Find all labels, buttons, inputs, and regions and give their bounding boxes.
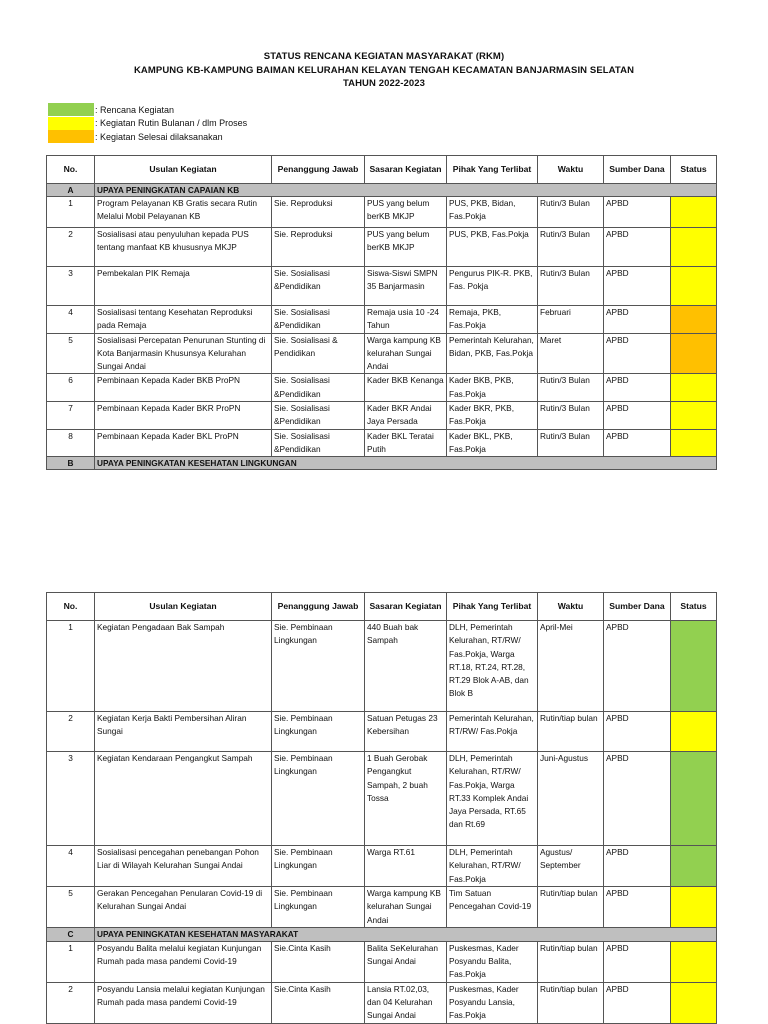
row-pihak-terlibat: Puskesmas, Kader Posyandu Lansia, Fas.Pokja <box>447 982 538 1023</box>
row-pihak-terlibat: Remaja, PKB, Fas.Pokja <box>447 306 538 334</box>
table-row <box>47 621 717 712</box>
row-penanggung-jawab: Sie. Reproduksi <box>272 197 365 228</box>
row-no: 2 <box>47 228 95 267</box>
col-header-status: Status <box>671 593 717 621</box>
row-sasaran: 440 Buah bak Sampah <box>365 621 447 712</box>
row-waktu: Rutin/3 Bulan <box>538 374 604 402</box>
col-header-waktu: Waktu <box>538 593 604 621</box>
row-sasaran: PUS yang belum berKB MKJP <box>365 197 447 228</box>
row-sumber-dana: APBD <box>604 621 671 712</box>
row-pihak-terlibat: Kader BKR, PKB, Fas.Pokja <box>447 402 538 430</box>
row-penanggung-jawab: Sie. Sosialisasi &Pendidikan <box>272 306 365 334</box>
row-waktu: Rutin/tiap bulan <box>538 982 604 1023</box>
row-sumber-dana: APBD <box>604 197 671 228</box>
row-waktu: Rutin/tiap bulan <box>538 941 604 982</box>
table-header-row <box>47 156 717 184</box>
row-sasaran: Warga kampung KB kelurahan Sungai Andai <box>365 887 447 928</box>
col-header-kegiatan: Usulan Kegiatan <box>95 593 272 621</box>
row-penanggung-jawab: Sie. Pembinaan Lingkungan <box>272 887 365 928</box>
legend-item <box>48 130 247 144</box>
row-waktu: April-Mei <box>538 621 604 712</box>
row-sumber-dana: APBD <box>604 374 671 402</box>
row-sumber-dana: APBD <box>604 712 671 752</box>
row-sumber-dana: APBD <box>604 429 671 457</box>
row-no: 4 <box>47 306 95 334</box>
col-header-pj: Penanggung Jawab <box>272 156 365 184</box>
row-sumber-dana: APBD <box>604 402 671 430</box>
row-penanggung-jawab: Sie. Pembinaan Lingkungan <box>272 712 365 752</box>
row-kegiatan: Sosialisasi tentang Kesehatan Reproduksi pada Remaja <box>95 306 272 334</box>
row-no: 2 <box>47 712 95 752</box>
section-code: A <box>47 184 95 197</box>
col-header-status: Status <box>671 156 717 184</box>
table-row <box>47 429 717 457</box>
row-kegiatan: Sosialisasi atau penyuluhan kepada PUS tentang manfaat KB khususnya MKJP <box>95 228 272 267</box>
section-title: UPAYA PENINGKATAN CAPAIAN KB <box>95 184 717 197</box>
row-sumber-dana: APBD <box>604 267 671 306</box>
row-no: 4 <box>47 846 95 887</box>
row-penanggung-jawab: Sie. Pembinaan Lingkungan <box>272 752 365 846</box>
section-row <box>47 457 717 470</box>
legend-label: : Rencana Kegiatan <box>95 104 175 115</box>
row-kegiatan: Program Pelayanan KB Gratis secara Rutin Melalui Mobil Pelayanan KB <box>95 197 272 228</box>
row-sasaran: Kader BKL Teratai Putih <box>365 429 447 457</box>
row-pihak-terlibat: PUS, PKB, Bidan, Fas.Pokja <box>447 197 538 228</box>
legend-label: : Kegiatan Selesai dilaksanakan <box>95 131 223 142</box>
row-penanggung-jawab: Sie. Sosialisasi &Pendidikan <box>272 267 365 306</box>
row-kegiatan: Kegiatan Pengadaan Bak Sampah <box>95 621 272 712</box>
legend-swatch-yellow <box>48 117 94 130</box>
row-waktu: Februari <box>538 306 604 334</box>
col-header-waktu: Waktu <box>538 156 604 184</box>
table-row <box>47 402 717 430</box>
row-penanggung-jawab: Sie. Reproduksi <box>272 228 365 267</box>
status-cell <box>671 982 717 1023</box>
status-cell <box>671 887 717 928</box>
status-cell <box>671 712 717 752</box>
row-kegiatan: Gerakan Pencegahan Penularan Covid-19 di Kelurahan Sungai Andai <box>95 887 272 928</box>
status-cell <box>671 306 717 334</box>
section-title: UPAYA PENINGKATAN KESEHATAN MASYARAKAT <box>95 927 717 941</box>
legend-label: : Kegiatan Rutin Bulanan / dlm Proses <box>95 118 248 129</box>
row-sasaran: PUS yang belum berKB MKJP <box>365 228 447 267</box>
table-row <box>47 333 717 374</box>
table-row <box>47 712 717 752</box>
table-row <box>47 267 717 306</box>
row-sasaran: Warga kampung KB kelurahan Sungai Andai <box>365 333 447 374</box>
row-waktu: Juni-Agustus <box>538 752 604 846</box>
row-kegiatan: Posyandu Balita melalui kegiatan Kunjungan Rumah pada masa pandemi Covid-19 <box>95 941 272 982</box>
status-cell <box>671 402 717 430</box>
row-no: 1 <box>47 621 95 712</box>
row-penanggung-jawab: Sie.Cinta Kasih <box>272 982 365 1023</box>
row-waktu: Rutin/3 Bulan <box>538 197 604 228</box>
row-kegiatan: Pembinaan Kepada Kader BKL ProPN <box>95 429 272 457</box>
status-cell <box>671 846 717 887</box>
row-penanggung-jawab: Sie.Cinta Kasih <box>272 941 365 982</box>
status-cell <box>671 267 717 306</box>
row-no: 8 <box>47 429 95 457</box>
status-cell <box>671 374 717 402</box>
document-title: STATUS RENCANA KEGIATAN MASYARAKAT (RKM) <box>263 51 505 62</box>
row-kegiatan: Pembinaan Kepada Kader BKR ProPN <box>95 402 272 430</box>
row-waktu: Rutin/tiap bulan <box>538 712 604 752</box>
row-no: 1 <box>47 941 95 982</box>
row-sasaran: Warga RT.61 <box>365 846 447 887</box>
table-row <box>47 306 717 334</box>
row-pihak-terlibat: DLH, Pemerintah Kelurahan, RT/RW/ Fas.Pokja, Warga RT.33 Komplek Andai Jaya Persada, RT.65 dan Rt.69 <box>447 752 538 846</box>
row-sasaran: Lansia RT.02,03, dan 04 Kelurahan Sungai Andai <box>365 982 447 1023</box>
row-kegiatan: Sosialisasi pencegahan penebangan Pohon Liar di Wilayah Kelurahan Sungai Andai <box>95 846 272 887</box>
row-sasaran: Siswa-Siswi SMPN 35 Banjarmasin <box>365 267 447 306</box>
row-penanggung-jawab: Sie. Pembinaan Lingkungan <box>272 846 365 887</box>
row-pihak-terlibat: DLH, Pemerintah Kelurahan, RT/RW/ Fas.Pokja, Warga RT.18, RT.24, RT.28, RT.29 Blok A-AB, dan Blok B <box>447 621 538 712</box>
table-row <box>47 941 717 982</box>
rkm-table-page1 <box>46 155 717 470</box>
row-sasaran: 1 Buah Gerobak Pengangkut Sampah, 2 buah Tossa <box>365 752 447 846</box>
table-row <box>47 374 717 402</box>
section-title: UPAYA PENINGKATAN KESEHATAN LINGKUNGAN <box>95 457 717 470</box>
section-row <box>47 927 717 941</box>
row-sumber-dana: APBD <box>604 887 671 928</box>
row-sasaran: Remaja usia 10 -24 Tahun <box>365 306 447 334</box>
row-sumber-dana: APBD <box>604 306 671 334</box>
row-waktu: Rutin/3 Bulan <box>538 267 604 306</box>
row-pihak-terlibat: Tim Satuan Pencegahan Covid-19 <box>447 887 538 928</box>
section-row <box>47 184 717 197</box>
col-header-dana: Sumber Dana <box>604 593 671 621</box>
row-no: 7 <box>47 402 95 430</box>
row-sumber-dana: APBD <box>604 982 671 1023</box>
status-cell <box>671 429 717 457</box>
row-sumber-dana: APBD <box>604 752 671 846</box>
row-sasaran: Kader BKB Kenanga <box>365 374 447 402</box>
row-waktu: Rutin/3 Bulan <box>538 429 604 457</box>
row-kegiatan: Posyandu Lansia melalui kegiatan Kunjungan Rumah pada masa pandemi Covid-19 <box>95 982 272 1023</box>
table-row <box>47 846 717 887</box>
row-pihak-terlibat: Puskesmas, Kader Posyandu Balita, Fas.Pokja <box>447 941 538 982</box>
row-kegiatan: Kegiatan Kerja Bakti Pembersihan Aliran Sungai <box>95 712 272 752</box>
row-kegiatan: Pembinaan Kepada Kader BKB ProPN <box>95 374 272 402</box>
row-waktu: Agustus/ September <box>538 846 604 887</box>
table-row <box>47 887 717 928</box>
row-penanggung-jawab: Sie. Pembinaan Lingkungan <box>272 621 365 712</box>
row-sasaran: Kader BKR Andai Jaya Persada <box>365 402 447 430</box>
row-sasaran: Balita SeKelurahan Sungai Andai <box>365 941 447 982</box>
row-no: 3 <box>47 267 95 306</box>
col-header-sasaran: Sasaran Kegiatan <box>365 156 447 184</box>
col-header-no: No. <box>47 156 95 184</box>
status-cell <box>671 197 717 228</box>
row-pihak-terlibat: Pengurus PIK-R. PKB, Fas. Pokja <box>447 267 538 306</box>
status-cell <box>671 752 717 846</box>
row-kegiatan: Kegiatan Kendaraan Pengangkut Sampah <box>95 752 272 846</box>
row-penanggung-jawab: Sie. Sosialisasi &Pendidikan <box>272 374 365 402</box>
row-no: 6 <box>47 374 95 402</box>
col-header-sasaran: Sasaran Kegiatan <box>365 593 447 621</box>
row-pihak-terlibat: DLH, Pemerintah Kelurahan, RT/RW/ Fas.Pokja <box>447 846 538 887</box>
row-penanggung-jawab: Sie. Sosialisasi & Pendidikan <box>272 333 365 374</box>
document-title-block <box>0 50 768 91</box>
legend-swatch-green <box>48 103 94 116</box>
row-pihak-terlibat: Kader BKB, PKB, Fas.Pokja <box>447 374 538 402</box>
document-subtitle: KAMPUNG KB-KAMPUNG BAIMAN KELURAHAN KELAYAN TENGAH KECAMATAN BANJARMASIN SELATAN <box>133 64 635 76</box>
status-cell <box>671 621 717 712</box>
legend-item <box>48 103 247 117</box>
section-code: C <box>47 927 95 941</box>
legend-item <box>48 117 247 131</box>
row-waktu: Rutin/3 Bulan <box>538 402 604 430</box>
table-row <box>47 197 717 228</box>
table-row <box>47 982 717 1023</box>
row-no: 5 <box>47 333 95 374</box>
row-no: 5 <box>47 887 95 928</box>
row-sumber-dana: APBD <box>604 941 671 982</box>
row-no: 2 <box>47 982 95 1023</box>
row-pihak-terlibat: PUS, PKB, Fas.Pokja <box>447 228 538 267</box>
row-no: 1 <box>47 197 95 228</box>
section-code: B <box>47 457 95 470</box>
row-sumber-dana: APBD <box>604 333 671 374</box>
document-year: TAHUN 2022-2023 <box>342 78 426 89</box>
row-penanggung-jawab: Sie. Sosialisasi &Pendidikan <box>272 429 365 457</box>
status-cell <box>671 941 717 982</box>
row-pihak-terlibat: Pemerintah Kelurahan, RT/RW/ Fas.Pokja <box>447 712 538 752</box>
row-penanggung-jawab: Sie. Sosialisasi &Pendidikan <box>272 402 365 430</box>
row-pihak-terlibat: Pemerintah Kelurahan, Bidan, PKB, Fas.Pokja <box>447 333 538 374</box>
row-pihak-terlibat: Kader BKL, PKB, Fas.Pokja <box>447 429 538 457</box>
row-waktu: Maret <box>538 333 604 374</box>
row-sasaran: Satuan Petugas 23 Kebersihan <box>365 712 447 752</box>
col-header-pihak: Pihak Yang Terlibat <box>447 156 538 184</box>
row-kegiatan: Sosialisasi Percepatan Penurunan Stunting di Kota Banjarmasin Khusunsya Kelurahan Sungai Andai <box>95 333 272 374</box>
col-header-kegiatan: Usulan Kegiatan <box>95 156 272 184</box>
row-kegiatan: Pembekalan PIK Remaja <box>95 267 272 306</box>
col-header-pj: Penanggung Jawab <box>272 593 365 621</box>
rkm-table-page2 <box>46 592 717 1024</box>
row-no: 3 <box>47 752 95 846</box>
table-header-row <box>47 593 717 621</box>
status-cell <box>671 333 717 374</box>
col-header-pihak: Pihak Yang Terlibat <box>447 593 538 621</box>
status-cell <box>671 228 717 267</box>
col-header-no: No. <box>47 593 95 621</box>
legend-swatch-orange <box>48 130 94 143</box>
row-waktu: Rutin/3 Bulan <box>538 228 604 267</box>
row-sumber-dana: APBD <box>604 846 671 887</box>
table-row <box>47 752 717 846</box>
row-waktu: Rutin/tiap bulan <box>538 887 604 928</box>
col-header-dana: Sumber Dana <box>604 156 671 184</box>
row-sumber-dana: APBD <box>604 228 671 267</box>
status-legend <box>48 103 247 144</box>
table-row <box>47 228 717 267</box>
